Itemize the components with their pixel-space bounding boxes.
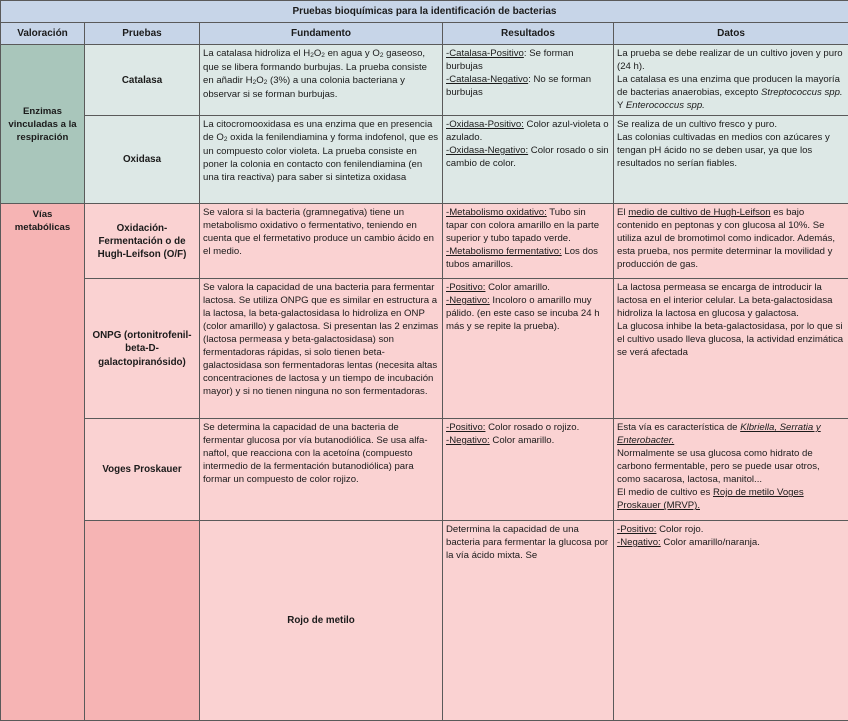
group-respiracion: Enzimas vinculadas a la respiración — [1, 45, 85, 204]
datos-oxidasa: Se realiza de un cultivo fresco y puro. Las colonias cultivadas en medios con azúcares y tengan pH ácido no se deben usar, ya que los resultados no serían fiables. — [614, 116, 848, 204]
header-resultados: Resultados — [443, 23, 614, 45]
resultados-of: -Metabolismo oxidativo: Tubo sin tapar con colora amarillo en la parte superior y tubo tapado verde. -Metabolismo fermentativo: Los dos tubos amarillos. — [443, 204, 614, 279]
test-catalasa: Catalasa — [85, 45, 200, 116]
resultados-onpg: -Positivo: Color amarillo. -Negativo: Incoloro o amarillo muy pálido. (en este caso se incuba 24 h más y se repite la prueba). — [443, 279, 614, 419]
fundamento-onpg: Se valora la capacidad de una bacteria para fermentar lactosa. Se utiliza ONPG que es similar en estructura a la lactosa, la beta-galactosidasa lo hidroliza en ONP (color amarillo) y galactosa. Si presentan las 2 enzimas (lactosa permeasa y beta-galactosidasa) son fermentadoras rápidas, si solo tienen beta-galactosidasa son fermentadoras lentas (necesita altas concentraciones de lactosa y un tiempo de incubación mayor) y si no tienen ninguna no son fermentadoras. — [200, 279, 443, 419]
resultados-oxidasa: -Oxidasa-Positivo: Color azul-violeta o azulado. -Oxidasa-Negativo: Color rosado o sin cambio de color. — [443, 116, 614, 204]
test-rojo-de-metilo: Rojo de metilo — [200, 521, 443, 721]
resultados-rojo-de-metilo: -Positivo: Color rojo. -Negativo: Color amarillo/naranja. — [614, 521, 848, 721]
test-voges-proskauer: Voges Proskauer — [85, 419, 200, 521]
table-row — [1, 116, 848, 204]
table-row — [1, 521, 848, 721]
datos-of: El medio de cultivo de Hugh-Leifson es bajo contenido en peptonas y con glucosa al 10%. Se utiliza azul de bromotimol como indicador. Además, esta prueba, nos permite determinar la movilidad y producción de gas. — [614, 204, 848, 279]
group-metabolicas-continuation — [85, 521, 200, 721]
test-of: Oxidación-Fermentación o de Hugh-Leifson (O/F) — [85, 204, 200, 279]
header-pruebas: Pruebas — [85, 23, 200, 45]
table-row — [1, 204, 848, 279]
test-oxidasa: Oxidasa — [85, 116, 200, 204]
header-fundamento: Fundamento — [200, 23, 443, 45]
header-row — [1, 23, 848, 45]
datos-catalasa: La prueba se debe realizar de un cultivo joven y puro (24 h). La catalasa es una enzima que producen la mayoría de bacterias anaerobias, excepto Streptococcus spp. Y Enterococcus spp. — [614, 45, 848, 116]
table-row — [1, 279, 848, 419]
table-title: Pruebas bioquímicas para la identificación de bacterias — [1, 1, 848, 23]
fundamento-oxidasa: La citocromooxidasa es una enzima que en presencia de $O_2$ oxida la fenilendiamina y forma indofenol, que es un compuesto color violeta. La prueba consiste en poner la colonia en contacto con fenilendiamina (en una tira reactiva) para saber si sintetiza oxidasa — [200, 116, 443, 204]
fundamento-voges-proskauer: Se determina la capacidad de una bacteria de fermentar glucosa por vía butanodiólica. Se usa alfa-naftol, que reacciona con la acetoína (compuesto intermedio de la fermentación butanodiólica) para formar un compuesto de color rojizo. — [200, 419, 443, 521]
fundamento-rojo-de-metilo: Determina la capacidad de una bacteria para fermentar la glucosa por la vía ácido mixta. Se — [443, 521, 614, 721]
datos-voges-proskauer: Esta vía es característica de Klbriella, Serratia y Enterobacter. Normalmente se usa glucosa como hidrato de carbono fermentable, pero se puede usar otros, como sacarosa, lactosa, manitol... El medio de cultivo es Rojo de metilo Voges Proskauer (MRVP). — [614, 419, 848, 521]
group-metabolicas: Vías metabólicas — [1, 204, 85, 721]
fundamento-of: Se valora si la bacteria (gramnegativa) tiene un metabolismo oxidativo o fermentativo, teniendo en cuenta que el fermetativo produce un cambio ácido en el medio. — [200, 204, 443, 279]
header-valoracion: Valoración — [1, 23, 85, 45]
datos-onpg: La lactosa permeasa se encarga de introducir la lactosa en el interior celular. La beta-galactosidasa hidroliza la lactosa en glucosa y galactosa. La glucosa inhibe la beta-galactosidasa, por lo que si el cultivo usado lleva glucosa, la actividad enzimática se verá afectada — [614, 279, 848, 419]
resultados-catalasa: -Catalasa-Positivo: Se forman burbujas -Catalasa-Negativo: No se forman burbujas — [443, 45, 614, 116]
resultados-voges-proskauer: -Positivo: Color rosado o rojizo. -Negativo: Color amarillo. — [443, 419, 614, 521]
header-datos: Datos — [614, 23, 848, 45]
fundamento-catalasa: La catalasa hidroliza el $H_2O_2$ en agua y $O_2$ gaseoso, que se libera formando burbujas. La prueba consiste en añadir $H_2O_2$ (3%) a una colonia bacteriana y observar si se forman burbujas. — [200, 45, 443, 116]
test-onpg: ONPG (ortonitrofenil-beta-D-galactopiranósido) — [85, 279, 200, 419]
table-row — [1, 419, 848, 521]
table-row — [1, 45, 848, 116]
